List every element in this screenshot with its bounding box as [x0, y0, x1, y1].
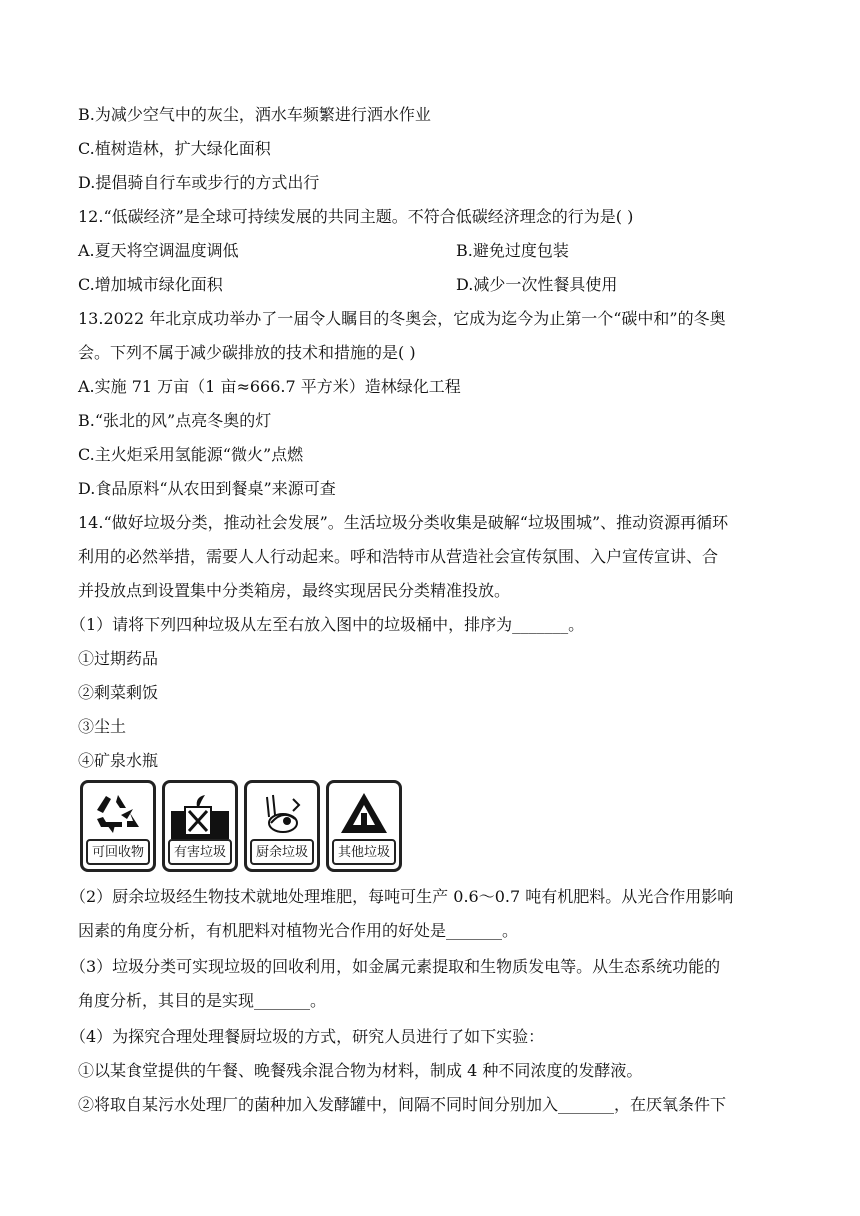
question-14-line1: 14.“做好垃圾分类，推动社会发展”。生活垃圾分类收集是破解“垃圾围城”、推动资源再循环	[78, 513, 729, 532]
question-12: 12.“低碳经济”是全球可持续发展的共同主题。不符合低碳经济理念的行为是( )	[78, 207, 634, 226]
trash-bins-figure	[80, 780, 410, 876]
option-11c: C.植树造林，扩大绿化面积	[78, 139, 271, 158]
step-1: ①以某食堂提供的午餐、晚餐残余混合物为材料，制成 4 种不同浓度的发酵液。	[78, 1061, 643, 1080]
other-waste-icon	[335, 789, 393, 839]
subquestion-2-line2: 因素的角度分析，有机肥料对植物光合作用的好处是_______。	[78, 921, 519, 940]
bin-label: 可回收物	[86, 839, 150, 865]
question-14-line3: 并投放点到设置集中分类箱房，最终实现居民分类精准投放。	[78, 581, 511, 600]
question-13-line1: 13.2022 年北京成功举办了一届令人瞩目的冬奥会，它成为迄今为止第一个“碳中和”的冬奥	[78, 309, 726, 328]
option-row-12-ab	[78, 240, 569, 262]
subquestion-2-line1: （2）厨余垃圾经生物技术就地处理堆肥，每吨可生产 0.6～0.7 吨有机肥料。从光合作用影响	[70, 887, 734, 906]
bin-recyclable	[80, 780, 156, 872]
option-11d: D.提倡骑自行车或步行的方式出行	[78, 173, 320, 192]
option-13c: C.主火炬采用氢能源“微火”点燃	[78, 445, 304, 464]
option-12a: A.夏天将空调温度调低	[78, 241, 239, 260]
option-13a: A.实施 71 万亩（1 亩≈666.7 平方米）造林绿化工程	[78, 377, 461, 396]
item-4: ④矿泉水瓶	[78, 751, 159, 770]
option-12c: C.增加城市绿化面积	[78, 275, 223, 294]
hazardous-icon	[171, 789, 229, 839]
subquestion-3-line1: （3）垃圾分类可实现垃圾的回收利用，如金属元素提取和生物质发电等。从生态系统功能的	[70, 957, 721, 976]
item-3: ③尘土	[78, 717, 127, 736]
question-14-line2: 利用的必然举措，需要人人行动起来。呼和浩特市从营造社会宣传氛围、入户宣传宣讲、合	[78, 547, 719, 566]
item-2: ②剩菜剩饭	[78, 683, 159, 702]
option-row-12-cd	[78, 274, 618, 296]
option-11b: B.为减少空气中的灰尘，洒水车频繁进行洒水作业	[78, 105, 431, 124]
subquestion-3-line2: 角度分析，其目的是实现_______。	[78, 991, 327, 1010]
recycle-icon	[89, 789, 147, 839]
bin-other-waste	[326, 780, 402, 872]
item-1: ①过期药品	[78, 649, 159, 668]
bin-hazardous	[162, 780, 238, 872]
option-13b: B.“张北的风”点亮冬奥的灯	[78, 411, 272, 430]
option-12b: B.避免过度包装	[456, 241, 569, 260]
option-12d: D.减少一次性餐具使用	[456, 275, 618, 294]
bin-label: 其他垃圾	[332, 839, 396, 865]
subquestion-1: （1）请将下列四种垃圾从左至右放入图中的垃圾桶中，排序为_______。	[70, 615, 585, 634]
food-waste-icon	[253, 789, 311, 839]
question-13-line2: 会。下列不属于减少碳排放的技术和措施的是( )	[78, 343, 416, 362]
bin-label: 有害垃圾	[168, 839, 232, 865]
bin-label: 厨余垃圾	[250, 839, 314, 865]
subquestion-4: （4）为探究合理处理餐厨垃圾的方式，研究人员进行了如下实验：	[70, 1027, 545, 1046]
step-2: ②将取自某污水处理厂的菌种加入发酵罐中，间隔不同时间分别加入_______，在厌氧条件下	[78, 1095, 727, 1114]
bin-food-waste	[244, 780, 320, 872]
option-13d: D.食品原料“从农田到餐桌”来源可查	[78, 479, 336, 498]
